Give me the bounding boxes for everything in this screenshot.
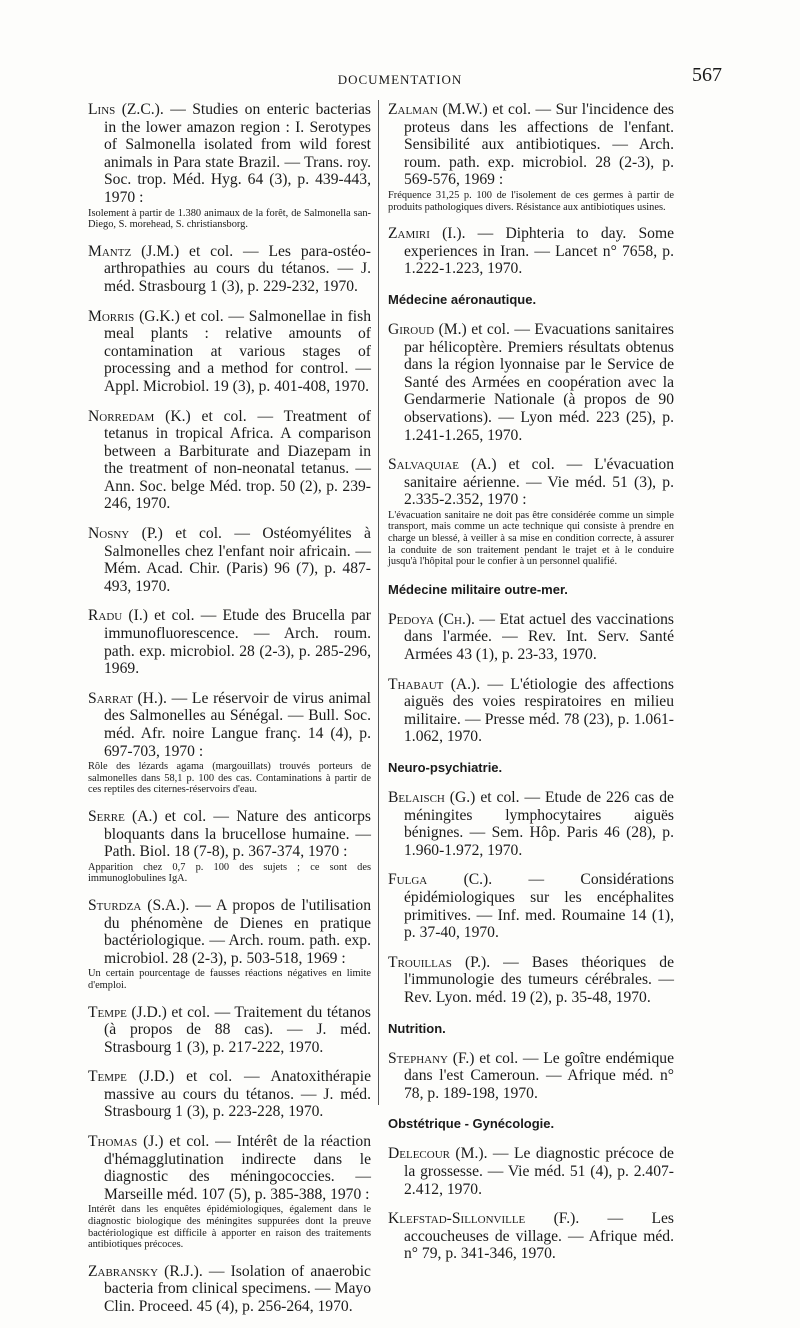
entry-citation: — Studies on enteric bacterias in the lower amazon region : I. Serotypes of Salmonella isolated from wild forest animals in Para state Brazil. — Trans. roy. Soc. trop. Méd. Hyg. 64 (3), p. 439-443, 1970 :: [104, 101, 371, 206]
column-divider: [378, 100, 379, 1105]
entry-author: Sturdza (S.A.).: [88, 896, 190, 914]
entry-author: Zabransky (R.J.).: [88, 1262, 203, 1280]
section-heading: Neuro-psychiatrie.: [388, 760, 503, 775]
entry-citation: — Les accoucheuses de village. — Afrique méd. n° 79, p. 341-346, 1970.: [404, 1210, 674, 1263]
bibliography-entry: [88, 101, 371, 231]
entry-author: Klefstad-Sillonville (F.).: [388, 1210, 580, 1228]
bibliography-entry: [388, 1145, 674, 1198]
entry-citation: — Bases théoriques de l'immunologie des tumeurs cérébrales. — Rev. Lyon. méd. 19 (2), p. 35-48, 1970.: [404, 953, 675, 1006]
entry-citation: et col. — Evacuations sanitaires par hélicoptère. Premiers résultats obtenus dans la région lyonnaise par le Service de Santé des Armées en coopération avec la Gendarmerie Nationale (à propos de 90 observations). — Lyon méd. 223 (25), p. 1.241-1.265, 1970.: [404, 320, 674, 444]
section-heading: Obstétrique - Gynécologie.: [388, 1116, 555, 1132]
bibliography-entry: [88, 607, 371, 677]
entry-citation: et col. — L'évacuation sanitaire aérienne. — Vie méd. 51 (3), p. 2.335-2.352, 1970 :: [404, 456, 674, 509]
entry-author: Thabaut (A.).: [388, 675, 481, 693]
entry-citation: et col. — Le goître endémique dans l'est Cameroun. — Afrique méd. n° 78, p. 189-198, 1970.: [404, 1049, 674, 1102]
entry-author: Pedoya (Ch.).: [388, 610, 475, 628]
entry-note: Rôle des lézards agama (margouillats) trouvés porteurs de salmonelles dans 58,1 p. 100 des cas. Contaminations à partir de ces reptiles des citernes-réservoirs d'eau.: [88, 761, 371, 796]
bibliography-entry: [388, 611, 674, 664]
section-heading: Nutrition.: [388, 1020, 446, 1036]
entry-citation: et col. — Salmonellae in fish meal plants : relative amounts of contamination at various stages of processing and a method for control. — Appl. Microbiol. 19 (3), p. 401-408, 1970.: [104, 307, 371, 395]
bibliography-entry: [388, 456, 674, 568]
entry-note: Fréquence 31,25 p. 100 de l'isolement de ces germes à partir de produits pathologiques divers. Résistance aux antibiotiques usines.: [388, 189, 674, 213]
left-column: [88, 101, 371, 1328]
bibliography-entry: [88, 1004, 371, 1057]
entry-author: Giroud (M.): [388, 320, 467, 338]
entry-author: Mantz (J.M.): [88, 242, 180, 260]
entry-author: Tempe (J.D.): [88, 1068, 175, 1086]
entry-citation: et col. — Etude des Brucella par immunofluorescence. — Arch. roum. path. exp. microbiol. 28 (2-3), p. 285-296, 1969.: [104, 607, 372, 678]
section-heading: Médecine aéronautique.: [388, 291, 537, 307]
entry-note: Isolement à partir de 1.380 animaux de la forêt, de Salmonella san-Diego, S. morehead, S. christiansborg.: [88, 207, 371, 231]
bibliography-entry: [88, 1068, 371, 1121]
entry-author: Zalman (M.W.): [388, 101, 488, 118]
entry-author: Tempe (J.D.): [88, 1003, 167, 1021]
entry-author: Norredam (K.): [88, 407, 191, 425]
section-heading: Médecine militaire outre-mer.: [388, 581, 568, 597]
entry-author: Fulga (C.).: [388, 871, 493, 889]
bibliography-entry: [88, 308, 371, 396]
bibliography-entry: [388, 871, 674, 941]
entry-author: Sarrat (H.).: [88, 689, 167, 707]
entry-author: Radu (I.): [88, 607, 148, 625]
entry-citation: et col. — Etude de 226 cas de méningites lymphocytaires aiguës bénignes. — Sem. Hôp. Paris 46 (28), p. 1.960-1.972, 1970.: [404, 789, 674, 859]
entry-citation: et col. — Anatoxithérapie massive au cours du tétanos. — J. méd. Strasbourg 1 (3), p. 223-228, 1970.: [104, 1068, 372, 1121]
entry-citation: — Isolation of anaerobic bacteria from clinical specimens. — Mayo Clin. Proceed. 45 (4), p. 256-264, 1970.: [104, 1262, 371, 1315]
bibliography-entry: [388, 954, 674, 1007]
bibliography-entry: [88, 1133, 371, 1251]
entry-citation: et col. — Les para-ostéo-arthropathies au cours du tétanos. — J. méd. Strasbourg 1 (3), p. 229-232, 1970.: [104, 242, 371, 295]
entry-author: Stephany (F.): [388, 1049, 475, 1067]
entry-note: Intérêt dans les enquêtes épidémiologiques, également dans le diagnostic biologique des méningites suppurées dont la preuve bactériologique est difficile à apporter en raison des traitements antibiotiques précoces.: [88, 1204, 371, 1251]
bibliography-entry: [88, 808, 371, 885]
page-number: 567: [692, 64, 722, 86]
entry-citation: — A propos de l'utilisation du phénomène de Dienes en pratique bactériologique. — Arch. roum. path. exp. microbiol. 28 (2-3), p. 503-518, 1969 :: [104, 896, 371, 967]
entry-author: Serre (A.): [88, 807, 158, 825]
bibliography-entry: [388, 101, 674, 213]
entry-author: Delecour (M.).: [388, 1145, 488, 1163]
entry-author: Lins (Z.C.).: [88, 101, 164, 118]
bibliography-entry: [388, 676, 674, 746]
entry-note: L'évacuation sanitaire ne doit pas être considérée comme un simple transport, mais comme un acte technique qui consiste à prendre en charge un blessé, à veiller à sa mise en condition correcte, à assurer la conduite de son traitement pendant le trajet et à le conduire jusqu'à l'hôpital pour le confier à un personnel qualifié.: [388, 509, 674, 568]
entry-citation: et col. — Intérêt de la réaction d'hémagglutination indirecte dans le diagnostic des méningococcies. — Marseille méd. 107 (5), p. 385-388, 1970 :: [104, 1133, 371, 1203]
bibliography-entry: [88, 897, 371, 992]
entry-citation: — Le réservoir de virus animal des Salmonelles au Sénégal. — Bull. Soc. méd. Afr. noire Langue franç. 14 (4), p. 697-703, 1970 :: [104, 689, 372, 760]
bibliography-entry: [88, 525, 371, 595]
entry-citation: — Considérations épidémiologiques sur les encéphalites primitives. — Inf. med. Roumaine 14 (1), p. 37-40, 1970.: [404, 871, 674, 942]
entry-citation: — Diphteria to day. Some experiences in Iran. — Lancet n° 7658, p. 1.222-1.223, 1970.: [404, 225, 674, 278]
entry-citation: et col. — Traitement du tétanos (à propos de 88 cas). — J. méd. Strasbourg 1 (3), p. 217-222, 1970.: [104, 1003, 371, 1056]
entry-citation: — Etat actuel des vaccinations dans l'armée. — Rev. Int. Serv. Santé Armées 43 (1), p. 23-33, 1970.: [404, 610, 674, 664]
bibliography-entry: [388, 225, 674, 278]
page-header: [90, 64, 722, 94]
entry-author: Trouillas (P.).: [388, 953, 491, 971]
entry-author: Belaisch (G.): [388, 789, 476, 806]
bibliography-entry: [88, 243, 371, 296]
entry-note: Apparition chez 0,7 p. 100 des sujets ; ce sont des immunoglobulines IgA.: [88, 861, 371, 885]
entry-author: Thomas (J.): [88, 1133, 164, 1151]
bibliography-entry: [388, 1050, 674, 1103]
entry-citation: et col. — Treatment of tetanus in tropical Africa. A comparison between a Barbiturate and Diazepam in the treatment of non-neonatal tetanus. — Ann. Soc. belge Méd. trop. 50 (2), p. 239-246, 1970.: [104, 407, 371, 513]
running-title: DOCUMENTATION: [337, 72, 463, 87]
entry-citation: — L'étiologie des affections aiguës des voies respiratoires en milieu militaire. — Presse méd. 78 (23), p. 1.061-1.062, 1970.: [404, 675, 674, 746]
entry-author: Nosny (P.): [88, 525, 163, 543]
entry-note: Un certain pourcentage de fausses réactions négatives en limite d'emploi.: [88, 968, 371, 991]
bibliography-entry: [388, 321, 674, 444]
entry-citation: et col. — Ostéomyélites à Salmonelles chez l'enfant noir africain. — Mém. Acad. Chir. (Paris) 96 (7), p. 487-493, 1970.: [104, 525, 371, 595]
entry-citation: — Le diagnostic précoce de la grossesse. — Vie méd. 51 (4), p. 2.407-2.412, 1970.: [404, 1145, 674, 1198]
entry-author: Salvaquiae (A.): [388, 456, 497, 474]
bibliography-entry: [88, 408, 371, 514]
bibliography-entry: [88, 690, 371, 796]
entry-author: Zamiri (I.).: [388, 225, 466, 243]
right-column: [388, 101, 674, 1275]
entry-citation: et col. — Sur l'incidence des proteus dans les affections de l'enfant. Sensibilité aux antibiotiques. — Arch. roum. path. exp. microbiol. 28 (2-3), p. 569-576, 1969 :: [404, 101, 674, 189]
entry-author: Morris (G.K.): [88, 307, 180, 325]
bibliography-entry: [388, 1210, 674, 1263]
bibliography-entry: [388, 789, 674, 859]
bibliography-entry: [88, 1263, 371, 1316]
entry-citation: et col. — Nature des anticorps bloquants dans la brucellose humaine. — Path. Biol. 18 (7-8), p. 367-374, 1970 :: [104, 807, 371, 861]
